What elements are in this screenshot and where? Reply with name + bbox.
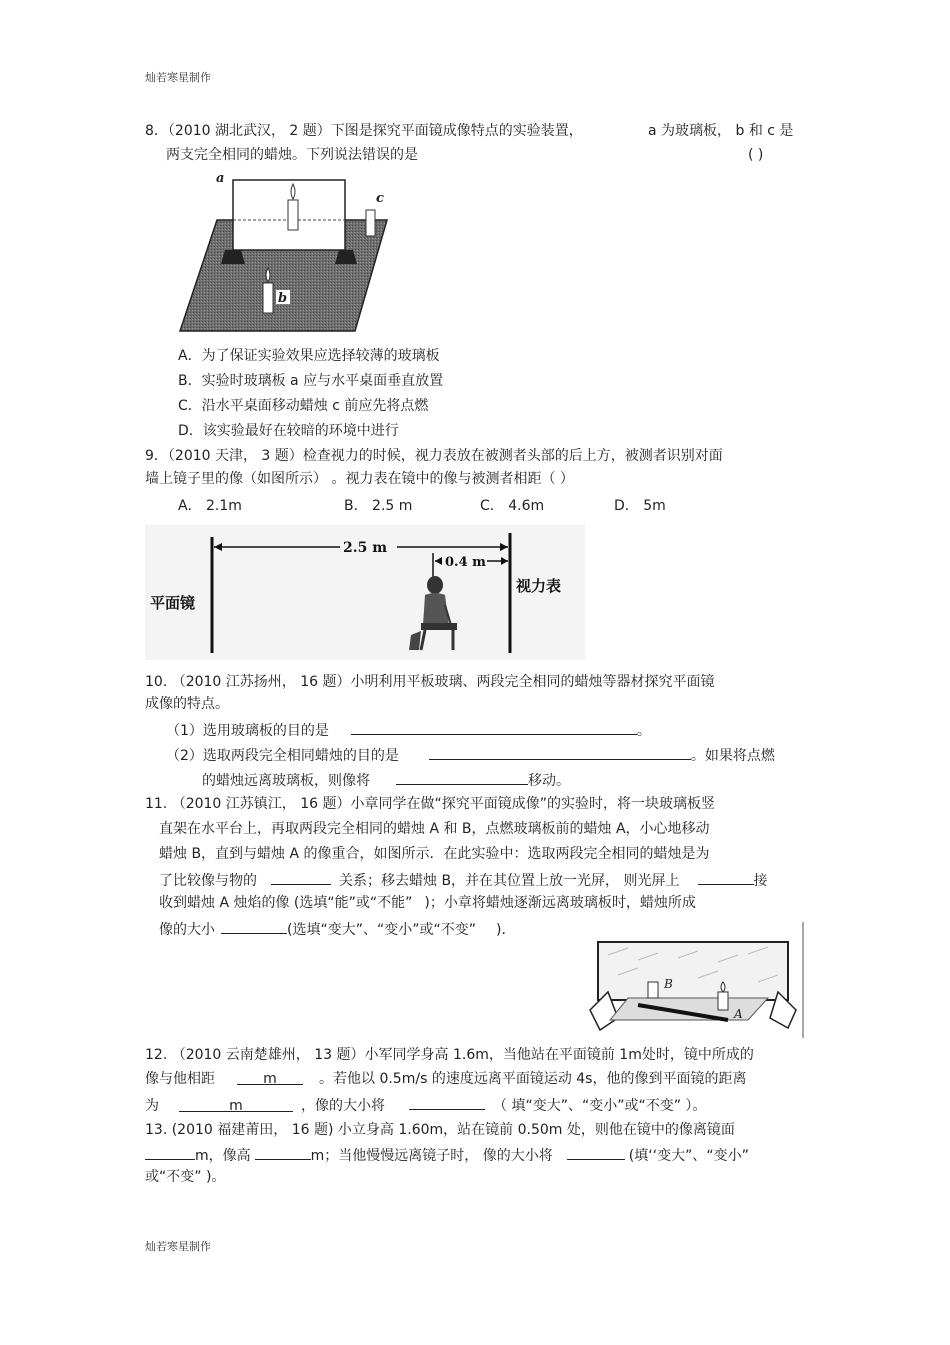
q10-line2: 成像的特点。 <box>145 696 229 712</box>
q13-line3: 或“不变” )。 <box>145 1169 226 1185</box>
q13-blank2[interactable] <box>255 1145 311 1160</box>
q11-line4a: 了比较像与物的 <box>159 873 257 889</box>
q12-unit1: m <box>263 1071 277 1087</box>
q10-part3 <box>202 770 570 790</box>
dist-0-4m-label: 0.4 m <box>445 555 486 570</box>
candle-b <box>648 982 658 998</box>
q8-option-d: D．该实验最好在较暗的环境中进行 <box>178 423 399 439</box>
q12-line3c: （ 填“变大”、“变小”或“不变” ）。 <box>493 1098 707 1114</box>
label-b: b <box>278 291 288 306</box>
label-a: A <box>734 1007 743 1021</box>
q10-part2-end: 。如果将点燃 <box>690 748 775 764</box>
q11-line4b: 关系；移去蜡烛 B，并在其位置上放一光屏， 则光屏上 <box>339 873 680 889</box>
table-surface <box>610 998 768 1020</box>
q12-line3a: 为 <box>145 1098 159 1114</box>
candle-a <box>718 992 728 1010</box>
q9-option-a: A． 2.1m <box>178 498 242 514</box>
q12-unit2: m <box>229 1098 243 1114</box>
label-c: c <box>376 191 384 206</box>
q12-line2b: 。若他以 0.5m/s 的速度远离平面镜运动 4s，他的像到平面镜的距离 <box>319 1071 747 1087</box>
candle-b-flame <box>266 268 270 282</box>
q13-line2b: m；当他慢慢远离镜子时， 像的大小将 <box>310 1148 553 1164</box>
q11-line6 <box>159 919 515 939</box>
q11-candles-figure <box>588 920 806 1040</box>
q8-option-b: B．实验时玻璃板 a 应与水平桌面垂直放置 <box>178 373 444 389</box>
q9-option-c: C． 4.6m <box>480 498 545 514</box>
q10-part3-end: 移动。 <box>528 773 570 789</box>
q11-line4c: 接 <box>753 873 768 889</box>
q11-line6c: )． <box>495 922 516 938</box>
q11-line2: 直架在水平台上，再取两段完全相同的蜡烛 A 和 B，点燃玻璃板前的蜡烛 A，小心地移动 <box>159 821 710 837</box>
eyechart-label: 视力表 <box>516 577 562 595</box>
q12-blank3[interactable] <box>409 1095 485 1110</box>
q8-option-c: C．沿水平桌面移动蜡烛 c 前应先将点燃 <box>178 398 429 414</box>
q10-line1: 10. （2010 江苏扬州， 16 题）小明利用平板玻璃、两段完全相同的蜡烛等器材探究平面镜 <box>145 674 715 690</box>
dist-2-5m-label: 2.5 m <box>343 540 388 556</box>
q11-line1: 11. （2010 江苏镇江， 16 题）小章同学在做“探究平面镜成像”的实验时，将一块玻璃板竖 <box>145 796 716 812</box>
candle-b <box>263 283 273 313</box>
q11-line5a: 收到蜡烛 A 烛焰的像 (选填“能”或“不能” <box>159 895 413 911</box>
q8-line2: 两支完全相同的蜡烛。下列说法错误的是 <box>166 147 418 163</box>
q11-line5 <box>159 894 696 912</box>
label-b: B <box>664 977 673 991</box>
q8-apparatus-figure <box>175 168 400 338</box>
q10-part1-end: 。 <box>636 723 651 739</box>
q11-line3: 蜡烛 B，直到与蜡烛 A 的像重合，如图所示．在此实验中：选取两段完全相同的蜡烛是为 <box>159 846 710 862</box>
q9-eyechart-figure <box>145 525 585 660</box>
q12-line3 <box>145 1095 706 1115</box>
q12-line3b: ，像的大小将 <box>301 1098 385 1114</box>
q10-blank1[interactable] <box>351 720 637 735</box>
candle-image-flame <box>291 184 295 199</box>
q10-part1 <box>166 720 651 740</box>
q8-line1a: 8．（2010 湖北武汉， 2 题）下图是探究平面镜成像特点的实验装置， <box>145 123 583 139</box>
q10-part3-text: 的蜡烛远离玻璃板，则像将 <box>202 773 370 789</box>
q9-line2: 墙上镜子里的像（如图所示） 。视力表在镜中的像与被测者相距（ ） <box>145 471 574 487</box>
q8-option-a: A．为了保证实验效果应选择较薄的玻璃板 <box>178 348 440 364</box>
q9-line1: 9．（2010 天津， 3 题）检查视力的时候，视力表放在被测者头部的后上方，被测者识别对面 <box>145 448 723 464</box>
q8-line1b: a 为玻璃板， b 和 c 是 <box>648 123 794 139</box>
q9-option-b: B． 2.5 m <box>344 498 413 514</box>
left-stand <box>221 250 245 264</box>
q10-blank3[interactable] <box>396 770 528 785</box>
mirror-label: 平面镜 <box>150 594 196 612</box>
q12-blank1[interactable] <box>237 1070 303 1085</box>
q9-option-d: D． 5m <box>614 498 666 514</box>
q11-blank2[interactable] <box>698 870 754 885</box>
q13-line1: 13. (2010 福建莆田， 16 题) 小立身高 1.60m，站在镜前 0.50m 处，则他在镜中的像离镜面 <box>145 1122 735 1138</box>
q11-line4 <box>159 870 768 890</box>
q13-blank1[interactable] <box>145 1145 195 1160</box>
q11-blank3[interactable] <box>221 919 287 934</box>
page-header: 灿若寒星制作 <box>145 71 211 84</box>
glass-plate-shape <box>598 942 788 1000</box>
q13-line2 <box>145 1145 749 1165</box>
candle-c <box>366 210 375 236</box>
q12-line2 <box>145 1070 746 1088</box>
q11-line5b: )；小章将蜡烛逐渐远离玻璃板时，蜡烛所成 <box>424 895 696 911</box>
q8-answer-paren: ( ) <box>748 147 764 163</box>
q10-part2-text: （2）选取两段完全相同蜡烛的目的是 <box>166 748 399 764</box>
q10-part1-text: （1）选用玻璃板的目的是 <box>166 723 329 739</box>
q13-line2a: m，像高 <box>195 1148 251 1164</box>
q12-line2a: 像与他相距 <box>145 1071 215 1087</box>
q11-line6b: (选填“变大”、“变小”或“不变” <box>287 922 476 938</box>
q13-blank3[interactable] <box>567 1145 625 1160</box>
q12-line1: 12. （2010 云南楚雄州， 13 题）小军同学身高 1.6m，当他站在平面镜前 1m处时，镜中所成的 <box>145 1047 754 1063</box>
q12-blank2[interactable] <box>179 1097 293 1112</box>
candle-image <box>288 200 298 230</box>
q13-line2c: (填‘‘变大”、“变小” <box>628 1148 749 1164</box>
q11-blank1[interactable] <box>271 870 331 885</box>
q10-blank2[interactable] <box>429 745 691 760</box>
q11-line6a: 像的大小 <box>159 922 215 938</box>
q10-part2 <box>166 745 775 765</box>
label-a: a <box>216 171 225 186</box>
page-footer: 灿若寒星制作 <box>145 1240 211 1253</box>
